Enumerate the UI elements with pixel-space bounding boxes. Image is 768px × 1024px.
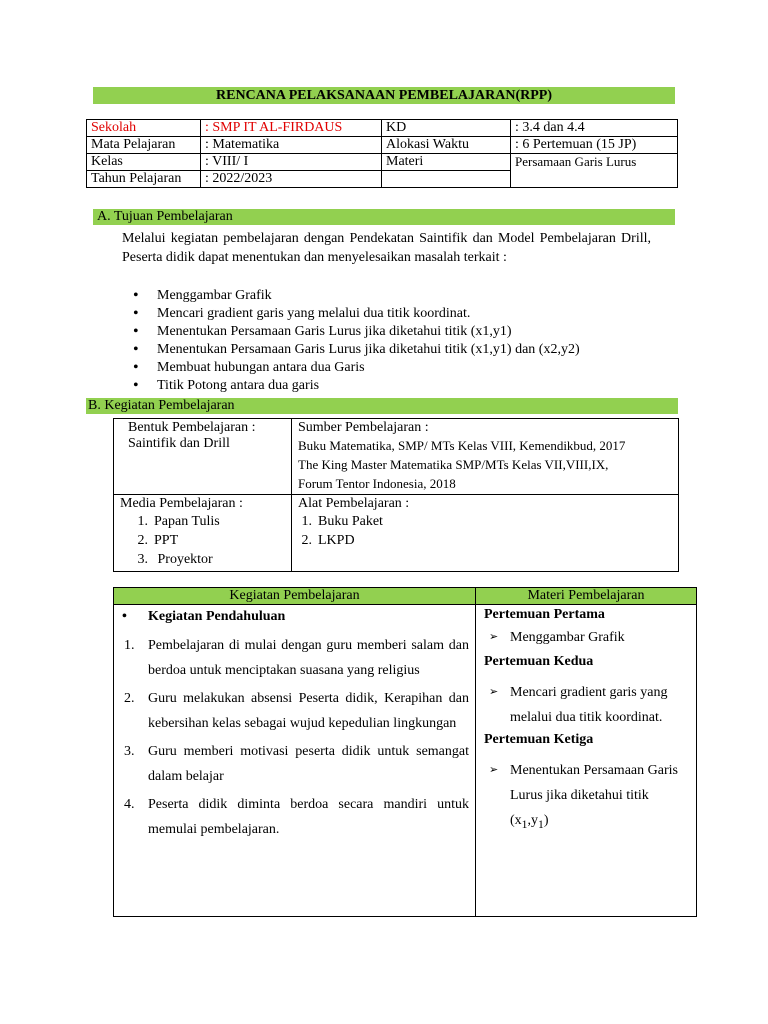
document-title: RENCANA PELAKSANAAN PEMBELAJARAN(RPP) [93, 87, 675, 104]
bentuk-cell [114, 419, 292, 495]
list-item: 1. Papan Tulis [137, 514, 220, 529]
kegiatan-table [113, 587, 697, 917]
materi-item: ➢ Mencari gradient garis yang melalui dua titik koordinat. [476, 680, 696, 730]
media-cell [114, 495, 292, 572]
alat-label: Alat Pembelajaran : [298, 496, 410, 511]
kelas-value: : VIII/ I [201, 154, 382, 171]
list-item: • Mencari gradient garis yang melalui dua titik koordinat. [122, 305, 682, 323]
kd-value: : 3.4 dan 4.4 [511, 120, 678, 137]
tujuan-intro: Melalui kegiatan pembelajaran dengan Pendekatan Saintifik dan Model Pembelajaran Drill, Peserta didik dapat menentukan dan menyelesaikan masalah terkait : [122, 231, 651, 265]
materi-item: ➢ Menentukan Persamaan Garis Lurus jika diketahui titik $(x_1,y_1)$ [476, 758, 696, 837]
list-item: • Menentukan Persamaan Garis Lurus jika diketahui titik (x1,y1) [122, 323, 682, 341]
tujuan-heading: A. Tujuan Pembelajaran [93, 209, 675, 225]
list-item: • Titik Potong antara dua garis [122, 377, 682, 395]
sumber-line: Buku Matematika, SMP/ MTs Kelas VIII, Kemendikbud, 2017 [298, 438, 626, 453]
sekolah-value: : SMP IT AL-FIRDAUS [201, 120, 382, 137]
empty-cell [382, 171, 511, 188]
materi-label: Materi [382, 154, 511, 171]
mapel-value: : Matematika [201, 137, 382, 154]
pertemuan-title: Pertemuan Kedua [484, 654, 594, 669]
materi-item: ➢ Menggambar Grafik [476, 625, 696, 650]
kd-label: KD [382, 120, 511, 137]
col-materi-header: Materi Pembelajaran [476, 588, 697, 605]
sekolah-label: Sekolah [87, 120, 201, 137]
tahun-value: : 2022/2023 [201, 171, 382, 188]
bentuk-label: Bentuk Pembelajaran : [128, 420, 256, 435]
pertemuan-title: Pertemuan Ketiga [484, 732, 594, 747]
list-item: 3. Proyektor [137, 552, 213, 567]
tujuan-list [122, 287, 682, 395]
arrow-icon: ➢ [489, 686, 499, 698]
media-label: Media Pembelajaran : [120, 496, 243, 511]
step-item: 1. Pembelajaran di mulai dengan guru memberi salam dan berdoa untuk menciptakan suasana yang religius [124, 638, 469, 678]
col-kegiatan-header: Kegiatan Pembelajaran [114, 588, 476, 605]
arrow-icon: ➢ [489, 631, 499, 643]
alat-list [298, 512, 672, 550]
kegiatan-cell [114, 605, 476, 917]
arrow-icon: ➢ [489, 764, 499, 776]
list-item: • Menentukan Persamaan Garis Lurus jika diketahui titik (x1,y1) dan (x2,y2) [122, 341, 682, 359]
bentuk-table [113, 418, 679, 572]
step-item: 3. Guru memberi motivasi peserta didik untuk semangat dalam belajar [124, 744, 469, 784]
pertemuan-title: Pertemuan Pertama [484, 607, 605, 622]
list-item: 2. LKPD [301, 533, 355, 548]
materi-cell [476, 605, 697, 917]
kegiatan-heading: B. Kegiatan Pembelajaran [86, 398, 678, 414]
materi-value: Persamaan Garis Lurus [511, 154, 678, 188]
info-table [86, 119, 678, 188]
tahun-label: Tahun Pelajaran [87, 171, 201, 188]
sumber-line: Forum Tentor Indonesia, 2018 [298, 476, 456, 491]
sumber-label: Sumber Pembelajaran : [298, 420, 429, 435]
alokasi-label: Alokasi Waktu [382, 137, 511, 154]
alat-cell [292, 495, 679, 572]
kelas-label: Kelas [87, 154, 201, 171]
mapel-label: Mata Pelajaran [87, 137, 201, 154]
bentuk-value: Saintifik dan Drill [128, 436, 230, 451]
list-item: • Membuat hubungan antara dua Garis [122, 359, 682, 377]
sumber-cell [292, 419, 679, 495]
media-list [120, 512, 285, 569]
pendahuluan-heading: • Kegiatan Pendahuluan [122, 609, 286, 624]
alokasi-value: : 6 Pertemuan (15 JP) [511, 137, 678, 154]
list-item: • Menggambar Grafik [122, 287, 682, 305]
step-item: 4. Peserta didik diminta berdoa secara mandiri untuk memulai pembelajaran. [124, 797, 469, 837]
list-item: 2. PPT [137, 533, 179, 548]
list-item: 1. Buku Paket [301, 514, 383, 529]
step-item: 2. Guru melakukan absensi Peserta didik, Kerapihan dan kebersihan kelas sebagai wujud kepedulian lingkungan [124, 691, 469, 731]
sumber-line: The King Master Matematika SMP/MTs Kelas VII,VIII,IX, [298, 457, 609, 472]
